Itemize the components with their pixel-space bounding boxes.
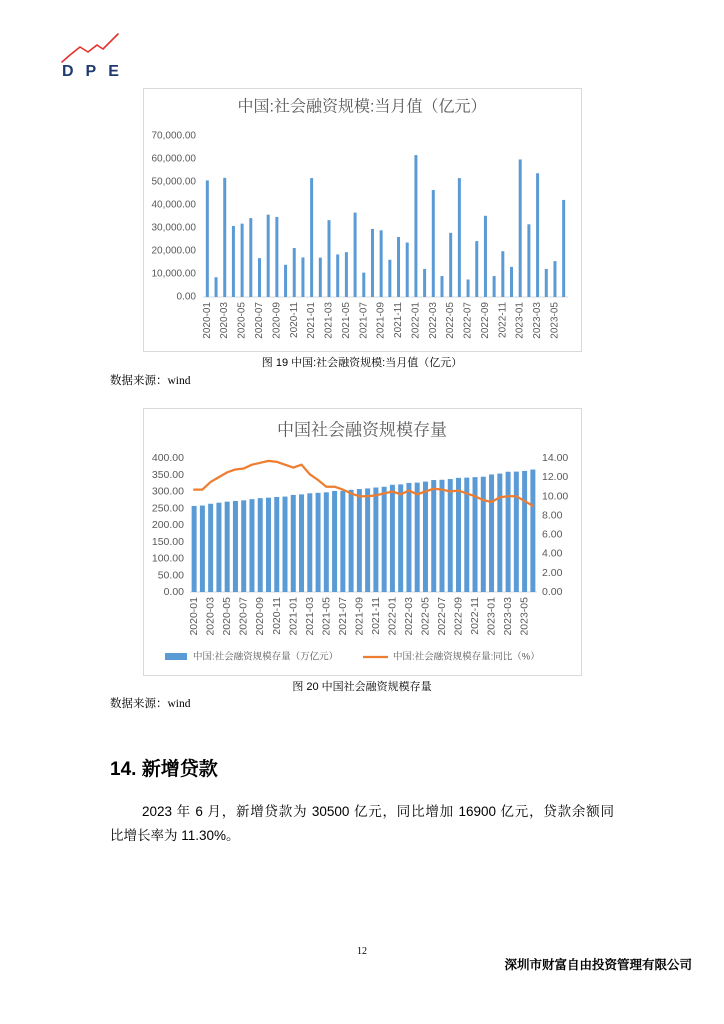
y-tick-label: 60,000.00 bbox=[151, 153, 196, 165]
bar-2023-02 bbox=[527, 224, 530, 297]
paragraph-line: 比增长率为 11.30%。 bbox=[110, 828, 240, 843]
bar-2022-11 bbox=[473, 477, 478, 592]
x-tick-label: 2020-05 bbox=[236, 302, 248, 339]
bar-2021-05 bbox=[345, 252, 348, 297]
bar-2022-03 bbox=[406, 483, 411, 592]
x-tick-label: 2021-09 bbox=[353, 597, 366, 636]
bar-2021-11 bbox=[373, 488, 378, 592]
bar-2022-05 bbox=[449, 233, 452, 297]
x-tick-label: 2023-01 bbox=[485, 597, 498, 636]
bar-2021-12 bbox=[382, 487, 387, 592]
x-tick-label: 2022-05 bbox=[445, 302, 457, 339]
y-left-tick-label: 400.00 bbox=[151, 452, 184, 464]
x-tick-label: 2020-03 bbox=[219, 302, 231, 339]
bar-2020-05 bbox=[225, 502, 230, 592]
bar-2021-07 bbox=[362, 273, 365, 297]
bar-2022-06 bbox=[431, 480, 436, 592]
y-tick-label: 40,000.00 bbox=[151, 199, 196, 211]
bar-2020-04 bbox=[216, 503, 221, 592]
bar-2020-02 bbox=[200, 506, 205, 592]
y-right-tick-label: 14.00 bbox=[542, 452, 569, 464]
x-tick-label: 2020-11 bbox=[270, 597, 283, 635]
x-tick-label: 2020-05 bbox=[221, 597, 234, 636]
bar-2021-03 bbox=[328, 220, 331, 297]
section-heading: 14. 新增贷款 bbox=[110, 759, 218, 780]
x-tick-label: 2021-09 bbox=[375, 302, 387, 339]
x-tick-label: 2022-07 bbox=[462, 302, 474, 339]
y-left-tick-label: 150.00 bbox=[151, 535, 184, 548]
bar-2023-03 bbox=[536, 173, 539, 297]
y-left-tick-label: 0.00 bbox=[163, 586, 184, 598]
bar-2020-08 bbox=[249, 499, 254, 592]
x-tick-label: 2022-03 bbox=[427, 302, 439, 339]
logo-text: DPE bbox=[62, 63, 131, 80]
bar-2022-12 bbox=[510, 267, 513, 297]
y-tick-label: 30,000.00 bbox=[151, 222, 196, 234]
x-tick-label: 2021-05 bbox=[340, 302, 352, 339]
x-tick-label: 2023-01 bbox=[514, 302, 526, 339]
bar-2020-03 bbox=[208, 504, 213, 592]
x-tick-label: 2020-11 bbox=[288, 302, 300, 338]
bar-2020-12 bbox=[301, 257, 304, 297]
x-tick-label: 2023-05 bbox=[549, 302, 561, 339]
bar-2023-01 bbox=[519, 159, 522, 297]
bar-2021-09 bbox=[380, 230, 383, 297]
legend-label-yoy: 中国:社会融资规模存量:同比（%） bbox=[393, 651, 540, 663]
bar-2022-02 bbox=[398, 484, 403, 592]
bar-2020-09 bbox=[258, 498, 263, 592]
y-right-tick-label: 12.00 bbox=[542, 471, 569, 484]
figure-caption: 图 19 中国:社会融资规模:当月值（亿元） bbox=[261, 357, 463, 369]
x-tick-label: 2021-05 bbox=[320, 597, 333, 636]
bar-2020-08 bbox=[267, 215, 270, 297]
y-tick-label: 70,000.00 bbox=[151, 130, 196, 142]
x-tick-label: 2022-11 bbox=[497, 302, 509, 338]
bar-2020-10 bbox=[266, 498, 271, 592]
x-tick-label: 2021-03 bbox=[303, 597, 316, 636]
legend-label-stock: 中国:社会融资规模存量（万亿元） bbox=[193, 651, 339, 663]
bar-2023-03 bbox=[506, 472, 511, 592]
x-tick-label: 2020-07 bbox=[237, 597, 250, 636]
bar-2021-06 bbox=[354, 213, 357, 297]
bar-2020-04 bbox=[232, 226, 235, 297]
bar-2020-09 bbox=[275, 217, 278, 297]
bar-2022-08 bbox=[475, 241, 478, 297]
bar-2021-09 bbox=[357, 489, 362, 592]
x-tick-label: 2020-07 bbox=[253, 302, 265, 339]
bar-2021-02 bbox=[299, 494, 304, 592]
chart-title: 中国社会融资规模存量 bbox=[277, 420, 447, 440]
bar-2021-01 bbox=[310, 178, 313, 297]
y-right-tick-label: 6.00 bbox=[542, 528, 563, 541]
bar-2021-08 bbox=[371, 229, 374, 297]
bar-2023-06 bbox=[562, 200, 565, 297]
bar-2022-11 bbox=[501, 251, 504, 297]
figure-caption: 图 20 中国社会融资规模存量 bbox=[292, 681, 432, 693]
y-left-tick-label: 100.00 bbox=[151, 552, 184, 565]
y-left-tick-label: 200.00 bbox=[151, 519, 184, 531]
bar-2021-10 bbox=[388, 260, 391, 297]
x-tick-label: 2020-01 bbox=[201, 302, 213, 339]
logo-trend-line bbox=[62, 34, 118, 62]
x-tick-label: 2020-09 bbox=[271, 302, 283, 339]
page-number: 12 bbox=[357, 946, 367, 957]
x-tick-label: 2022-05 bbox=[419, 597, 432, 636]
bar-2022-05 bbox=[423, 482, 428, 592]
bar-2020-10 bbox=[284, 265, 287, 297]
y-tick-label: 10,000.00 bbox=[151, 268, 196, 280]
bar-2022-06 bbox=[458, 178, 461, 297]
bar-2021-02 bbox=[319, 258, 322, 297]
bar-2021-06 bbox=[332, 491, 337, 592]
x-tick-label: 2023-05 bbox=[518, 597, 531, 636]
bar-2022-08 bbox=[448, 479, 453, 592]
bar-2021-04 bbox=[336, 254, 339, 297]
bar-2020-07 bbox=[241, 500, 246, 592]
bar-2021-04 bbox=[316, 493, 321, 592]
bar-2021-10 bbox=[365, 488, 370, 592]
y-right-tick-label: 10.00 bbox=[542, 490, 569, 503]
x-tick-label: 2021-07 bbox=[336, 597, 349, 636]
bar-2020-11 bbox=[293, 248, 296, 297]
bar-2022-07 bbox=[467, 280, 470, 297]
bar-2021-07 bbox=[340, 491, 345, 592]
x-tick-label: 2022-03 bbox=[402, 597, 415, 636]
x-tick-label: 2020-03 bbox=[204, 597, 217, 636]
x-tick-label: 2021-07 bbox=[358, 302, 370, 339]
y-left-tick-label: 50.00 bbox=[157, 569, 184, 582]
figure-source: 数据来源：wind bbox=[110, 698, 191, 710]
bar-2020-03 bbox=[223, 178, 226, 297]
bar-2020-11 bbox=[274, 497, 279, 592]
bar-2021-05 bbox=[324, 492, 329, 592]
x-tick-label: 2021-11 bbox=[369, 597, 382, 635]
x-tick-label: 2022-09 bbox=[452, 597, 465, 636]
x-tick-label: 2021-01 bbox=[287, 597, 300, 636]
bar-2022-07 bbox=[439, 480, 444, 592]
bar-2022-09 bbox=[456, 478, 461, 592]
y-right-tick-label: 0.00 bbox=[542, 586, 563, 598]
logo-trend-line-icon bbox=[55, 28, 125, 64]
bar-2023-04 bbox=[514, 472, 519, 592]
bar-2020-01 bbox=[192, 506, 197, 592]
x-tick-label: 2022-09 bbox=[479, 302, 491, 339]
bar-2020-06 bbox=[249, 218, 252, 297]
bar-2022-02 bbox=[423, 269, 426, 297]
x-tick-label: 2020-09 bbox=[254, 597, 267, 636]
dpe-logo bbox=[55, 28, 131, 84]
y-right-tick-label: 4.00 bbox=[542, 547, 563, 560]
y-left-tick-label: 250.00 bbox=[151, 502, 184, 515]
x-tick-label: 2021-01 bbox=[306, 302, 318, 339]
bar-2023-04 bbox=[545, 269, 548, 297]
paragraph-line: 2023 年 6 月，新增贷款为 30500 亿元，同比增加 16900 亿元，贷款余额同 bbox=[142, 804, 614, 819]
bar-2022-10 bbox=[493, 276, 496, 297]
chart-tsf-monthly bbox=[143, 88, 582, 352]
x-tick-label: 2022-07 bbox=[435, 597, 448, 636]
bar-2022-09 bbox=[484, 216, 487, 297]
bar-2023-05 bbox=[522, 471, 527, 592]
x-tick-label: 2023-03 bbox=[532, 302, 544, 339]
y-tick-label: 0.00 bbox=[176, 291, 196, 303]
bar-2021-12 bbox=[406, 242, 409, 297]
company-name: 深圳市财富自由投资管理有限公司 bbox=[504, 958, 692, 972]
bar-2022-04 bbox=[440, 276, 443, 297]
bar-2020-01 bbox=[206, 180, 209, 297]
y-left-tick-label: 350.00 bbox=[151, 468, 184, 481]
bar-2021-01 bbox=[291, 495, 296, 592]
bar-2020-02 bbox=[215, 277, 218, 297]
bar-2023-06 bbox=[530, 470, 535, 592]
bar-2020-06 bbox=[233, 501, 238, 592]
y-right-tick-label: 2.00 bbox=[542, 566, 563, 579]
bar-2022-12 bbox=[481, 477, 486, 592]
x-tick-label: 2022-01 bbox=[386, 597, 399, 636]
bar-2020-07 bbox=[258, 258, 261, 297]
x-tick-label: 2021-11 bbox=[393, 302, 405, 338]
x-tick-label: 2022-11 bbox=[469, 597, 482, 635]
y-left-tick-label: 300.00 bbox=[151, 485, 184, 498]
bar-2021-08 bbox=[349, 490, 354, 592]
bar-2022-03 bbox=[432, 190, 435, 297]
bar-2020-05 bbox=[241, 224, 244, 297]
chart-title: 中国:社会融资规模:当月值（亿元） bbox=[237, 98, 487, 116]
bar-2022-04 bbox=[415, 483, 420, 592]
x-tick-label: 2020-01 bbox=[188, 597, 201, 636]
y-tick-label: 50,000.00 bbox=[151, 176, 196, 188]
bar-2021-11 bbox=[397, 237, 400, 297]
y-tick-label: 20,000.00 bbox=[151, 245, 196, 257]
legend-bar-swatch bbox=[165, 653, 187, 660]
bar-2020-12 bbox=[283, 497, 288, 592]
bar-2023-01 bbox=[489, 474, 494, 592]
chart-tsf-stock bbox=[143, 408, 582, 676]
bar-2023-02 bbox=[497, 474, 502, 592]
x-tick-label: 2023-03 bbox=[502, 597, 515, 636]
x-tick-label: 2022-01 bbox=[410, 302, 422, 339]
x-tick-label: 2021-03 bbox=[323, 302, 335, 339]
bar-2022-01 bbox=[390, 485, 395, 592]
bar-2021-03 bbox=[307, 493, 312, 592]
figure-source: 数据来源：wind bbox=[110, 375, 191, 387]
y-right-tick-label: 8.00 bbox=[542, 509, 563, 522]
bar-2022-01 bbox=[414, 155, 417, 297]
bar-2023-05 bbox=[553, 261, 556, 297]
